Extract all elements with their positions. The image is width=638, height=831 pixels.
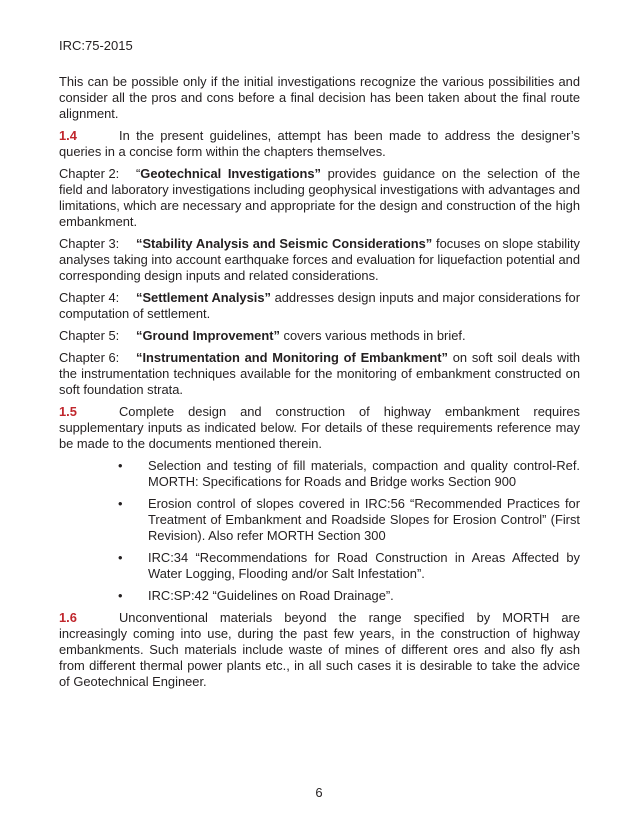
bullet-icon: •: [118, 496, 123, 511]
list-item-text: IRC:34 “Recommendations for Road Construction in Areas Affected by Water Logging, Flooding and/or Salt Infestation”.: [148, 550, 580, 581]
section-1-5: [59, 404, 580, 452]
section-number: 1.5: [59, 404, 77, 419]
chapter-label: Chapter 6:: [59, 350, 120, 365]
list-item: [59, 496, 580, 544]
list-item: [59, 550, 580, 582]
chapter-label: Chapter 4:: [59, 290, 120, 305]
page-number: 6: [315, 785, 323, 800]
chapter-title: “Instrumentation and Monitoring of Embankment”: [136, 350, 448, 365]
chapter-label: Chapter 5:: [59, 328, 120, 343]
document-id-header: IRC:75-2015: [59, 38, 133, 53]
requirements-list: [59, 458, 580, 604]
list-item-text: IRC:SP:42 “Guidelines on Road Drainage”.: [148, 588, 394, 603]
chapter-4-paragraph: [59, 290, 580, 322]
section-1-4: [59, 128, 580, 160]
section-text: In the present guidelines, attempt has been made to address the designer’s queries in a concise form within the chapters themselves.: [59, 128, 580, 159]
chapter-2-paragraph: [59, 166, 580, 230]
chapter-label: Chapter 2:: [59, 166, 120, 181]
bullet-icon: •: [118, 458, 123, 473]
list-item: [59, 458, 580, 490]
list-item-text: Selection and testing of fill materials, compaction and quality control-Ref. MORTH: Specifications for Roads and Bridge works Section 900: [148, 458, 580, 489]
chapter-label: Chapter 3:: [59, 236, 120, 251]
chapter-title: “Stability Analysis and Seismic Considerations”: [136, 236, 433, 251]
section-number: 1.4: [59, 128, 77, 143]
list-item-text: Erosion control of slopes covered in IRC:56 “Recommended Practices for Treatment of Embankment and Roadside Slopes for Erosion Control” (First Revision). Also refer MORTH Section 300: [148, 496, 580, 543]
chapter-title-open-quote: “: [136, 166, 141, 181]
bullet-icon: •: [118, 550, 123, 565]
chapter-description: addresses design inputs and major considerations for computation of settlement.: [59, 290, 580, 321]
bullet-icon: •: [118, 588, 123, 603]
chapter-description: focuses on slope stability analyses taking into account earthquake forces and evaluation for liquefaction potential and corresponding design inputs and related considerations.: [59, 236, 580, 283]
section-1-6: [59, 610, 580, 690]
chapter-description: provides guidance on the selection of the field and laboratory investigations including geophysical investigations with advantages and limitations, which are necessary and appropriate for the design and construction of the high embankment.: [59, 166, 580, 229]
list-item: [59, 588, 580, 604]
page-body: [59, 74, 580, 696]
chapter-6-paragraph: [59, 350, 580, 398]
chapter-title: “Ground Improvement”: [136, 328, 280, 343]
chapter-title: “Settlement Analysis”: [136, 290, 271, 305]
chapter-5-paragraph: [59, 328, 580, 344]
chapter-title: Geotechnical Investigations”: [140, 166, 321, 181]
chapter-description: covers various methods in brief.: [279, 328, 466, 343]
section-text: Unconventional materials beyond the range specified by MORTH are increasingly coming into use, during the past few years, in the construction of highway embankments. Such materials include waste of mines of different ores and also fly ash from different thermal power plants etc., in all such cases it is desirable to take the advice of Geotechnical Engineer.: [59, 610, 580, 689]
section-text: Complete design and construction of highway embankment requires supplementary inputs as indicated below. For details of these requirements reference may be made to the documents mentioned therein.: [59, 404, 580, 451]
intro-paragraph: This can be possible only if the initial investigations recognize the various possibilities and consider all the pros and cons before a final decision has been taken about the final route alignment.: [59, 74, 580, 121]
chapter-3-paragraph: [59, 236, 580, 284]
chapter-description: on soft soil deals with the instrumentation techniques available for the monitoring of embankment constructed on soft foundation strata.: [59, 350, 580, 397]
section-number: 1.6: [59, 610, 77, 625]
